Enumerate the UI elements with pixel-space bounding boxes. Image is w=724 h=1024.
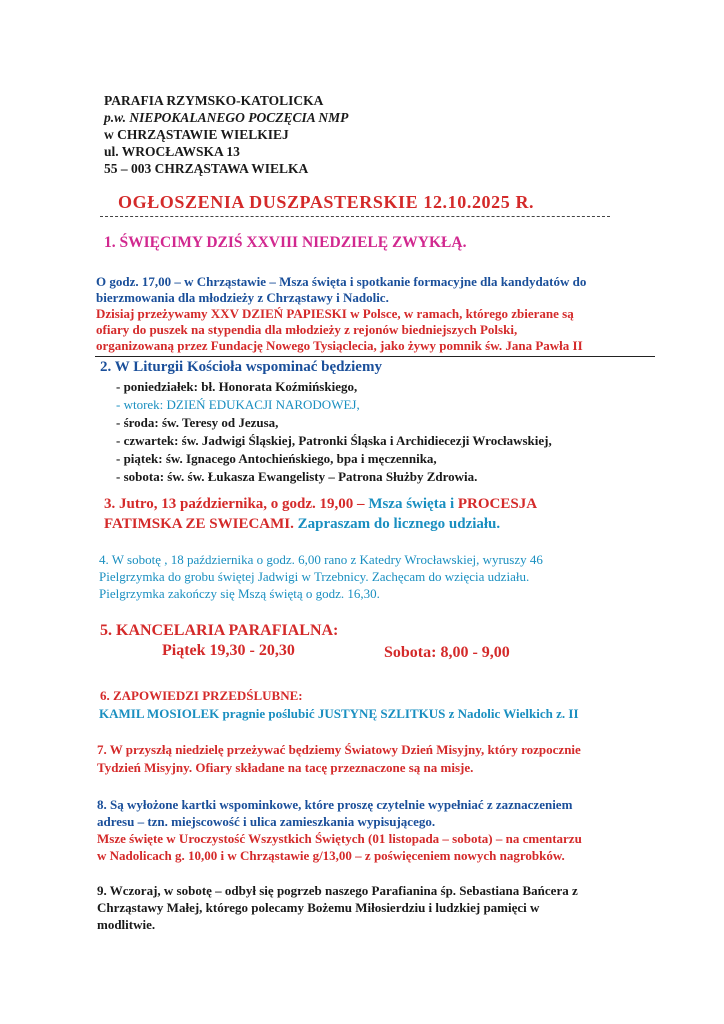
- office-hours-saturday: Sobota: 8,00 - 9,00: [384, 644, 510, 661]
- liturgy-thursday: - czwartek: św. Jadwigi Śląskiej, Patronki Śląska i Archidiecezji Wrocławskiej,: [116, 433, 552, 448]
- section-7-line-2: Tydzień Misyjny. Ofiary składane na tacę przeznaczone są na misje.: [97, 760, 474, 775]
- section-1-line-5: organizowaną przez Fundację Nowego Tysiąclecia, jako żywy pomnik św. Jana Pawła II: [96, 338, 583, 353]
- section-4-line-2: Pielgrzymka do grobu świętej Jadwigi w Trzebnicy. Zachęcam do wzięcia udziału.: [99, 569, 530, 584]
- section-divider: [95, 356, 655, 357]
- parish-dedication: p.w. NIEPOKALANEGO POCZĘCIA NMP: [104, 110, 349, 125]
- section-6-banns: KAMIL MOSIOLEK pragnie poślubić JUSTYNĘ SZLITKUS z Nadolic Wielkich z. II: [99, 706, 579, 721]
- section-9-line-3: modlitwie.: [97, 917, 156, 932]
- section-5-heading: 5. KANCELARIA PARAFIALNA:: [100, 622, 339, 639]
- section-3-line-2: [104, 516, 500, 533]
- section-6-heading: 6. ZAPOWIEDZI PRZEDŚLUBNE:: [100, 688, 303, 703]
- section-4-line-3: Pielgrzymka zakończy się Mszą świętą o godz. 16,30.: [99, 586, 380, 601]
- section-3-mass: Msza święta i: [368, 496, 455, 512]
- section-8-line-4: w Nadolicach g. 10,00 i w Chrząstawie g/13,00 – z poświęceniem nowych nagrobków.: [97, 848, 565, 863]
- section-1-line-4: ofiary do puszek na stypendia dla młodzieży z rejonów biedniejszych Polski,: [96, 322, 518, 337]
- title-divider: [100, 216, 610, 217]
- parish-town: w CHRZĄSTAWIE WIELKIEJ: [104, 127, 289, 142]
- section-9-line-1: 9. Wczoraj, w sobotę – odbył się pogrzeb naszego Parafianina śp. Sebastiana Bańcera z: [97, 883, 578, 898]
- section-8-line-2: adresu – tzn. miejscowość i ulica zamieszkania wypisującego.: [97, 814, 436, 829]
- parish-name: PARAFIA RZYMSKO-KATOLICKA: [104, 93, 324, 108]
- section-3-procession: PROCESJA: [457, 496, 538, 512]
- section-3-date: 3. Jutro, 13 października, o godz. 19,00 –: [104, 496, 365, 512]
- liturgy-tuesday: - wtorek: DZIEŃ EDUKACJI NARODOWEJ,: [116, 397, 360, 412]
- section-1-line-3: Dzisiaj przeżywamy XXV DZIEŃ PAPIESKI w Polsce, w ramach, którego zbierane są: [96, 306, 574, 321]
- section-8-line-3: Msze święte w Uroczystość Wszystkich Świętych (01 listopada – sobota) – na cmentarzu: [97, 831, 582, 846]
- section-8-line-1: 8. Są wyłożone kartki wspominkowe, które proszę czytelnie wypełniać z zaznaczeniem: [97, 797, 573, 812]
- section-1-line-2: bierzmowania dla młodzieży z Chrząstawy i Nadolic.: [96, 290, 389, 305]
- section-3-candles: FATIMSKA ZE SWIECAMI.: [104, 516, 294, 532]
- parish-street: ul. WROCŁAWSKA 13: [104, 144, 240, 159]
- section-3-invitation: Zapraszam do licznego udziału.: [297, 516, 501, 532]
- page-title: OGŁOSZENIA DUSZPASTERSKIE 12.10.2025 R.: [118, 192, 535, 212]
- section-7-line-1: 7. W przyszłą niedzielę przeżywać będziemy Światowy Dzień Misyjny, który rozpocznie: [97, 742, 581, 757]
- liturgy-monday: - poniedziałek: bł. Honorata Koźmińskiego,: [116, 379, 358, 394]
- section-4-line-1: 4. W sobotę , 18 października o godz. 6,00 rano z Katedry Wrocławskiej, wyruszy 46: [99, 552, 543, 567]
- section-9-line-2: Chrząstawy Małej, którego polecamy Bożemu Miłosierdziu i ludzkiej pamięci w: [97, 900, 540, 915]
- office-hours-friday: Piątek 19,30 - 20,30: [162, 642, 295, 659]
- section-3-line-1: [104, 496, 537, 513]
- section-1-line-1: O godz. 17,00 – w Chrząstawie – Msza święta i spotkanie formacyjne dla kandydatów do: [96, 274, 587, 289]
- section-1-heading: 1. ŚWIĘCIMY DZIŚ XXVIII NIEDZIELĘ ZWYKŁĄ.: [104, 234, 467, 251]
- section-2-heading: 2. W Liturgii Kościoła wspominać będziemy: [100, 359, 382, 375]
- liturgy-friday: - piątek: św. Ignacego Antochieńskiego, bpa i męczennika,: [116, 451, 437, 466]
- liturgy-wednesday: - środa: św. Teresy od Jezusa,: [116, 415, 279, 430]
- liturgy-saturday: - sobota: św. św. Łukasza Ewangelisty – Patrona Służby Zdrowia.: [116, 469, 478, 484]
- parish-postcode: 55 – 003 CHRZĄSTAWA WIELKA: [104, 161, 309, 176]
